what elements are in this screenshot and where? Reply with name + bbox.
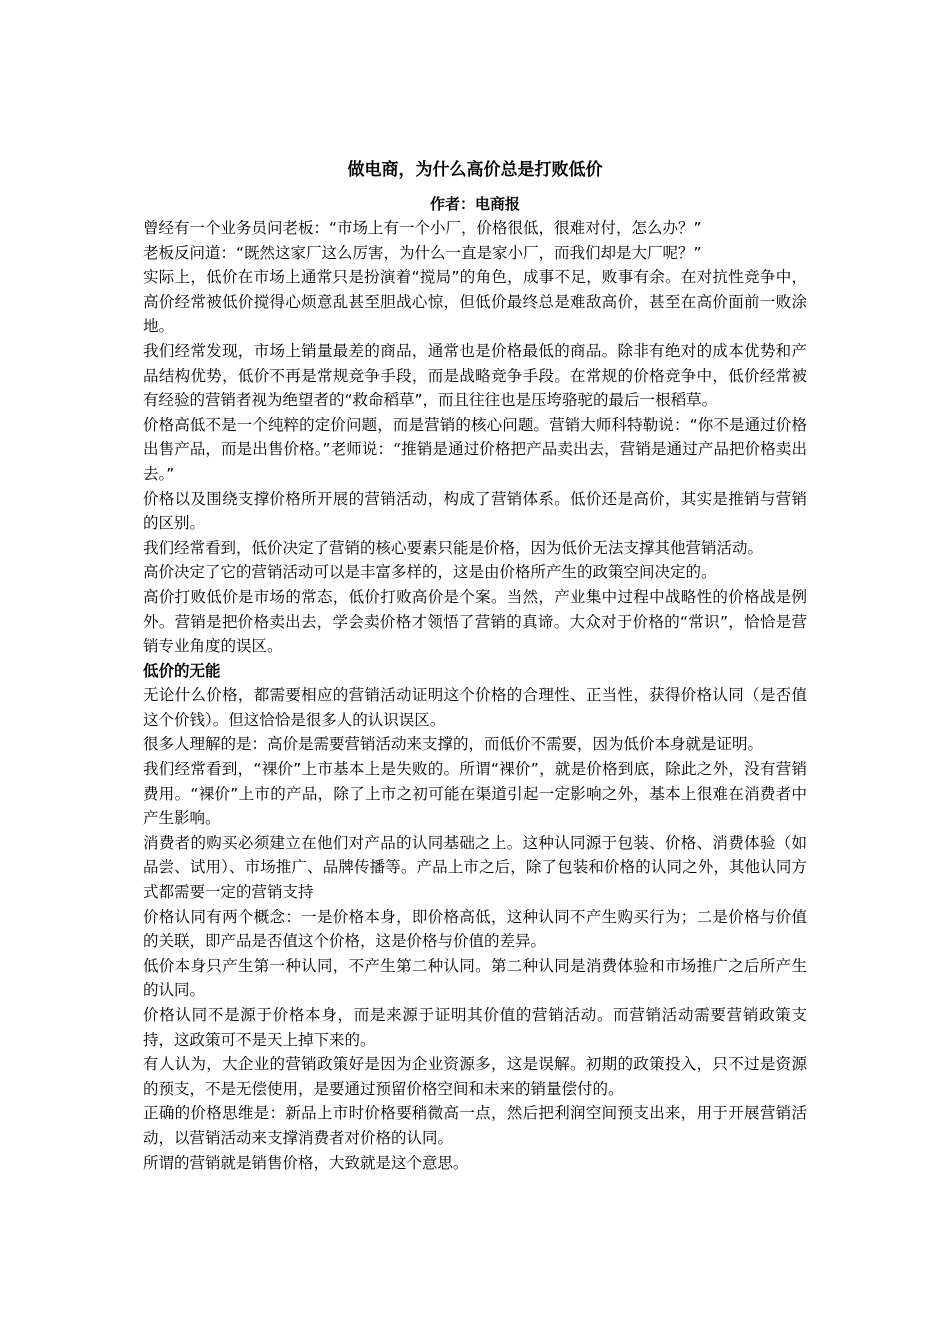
paragraph: 消费者的购买必须建立在他们对产品的认同基础之上。这种认同源于包装、价格、消费体验（如品尝、试用）、市场推广、品牌传播等。产品上市之后，除了包装和价格的认同之外，其他认同方式都需要一定的营销支持 bbox=[143, 833, 807, 902]
paragraph: 价格高低不是一个纯粹的定价问题，而是营销的核心问题。营销大师科特勒说：“你不是通过价格出售产品，而是出售价格。”老师说：“推销是通过价格把产品卖出去，营销是通过产品把价格卖出去。” bbox=[143, 415, 807, 483]
document-title: 做电商，为什么高价总是打败低价 bbox=[347, 160, 603, 180]
paragraph: 有人认为，大企业的营销政策好是因为企业资源多，这是误解。初期的政策投入，只不过是资源的预支，不是无偿使用，是要通过预留价格空间和未来的销量偿付的。 bbox=[143, 1055, 807, 1098]
paragraph: 我们经常看到，低价决定了营销的核心要素只能是价格，因为低价无法支撑其他营销活动。 bbox=[143, 538, 764, 557]
paragraph: 价格认同不是源于价格本身，而是来源于证明其价值的营销活动。而营销活动需要营销政策支持，这政策可不是天上掉下来的。 bbox=[143, 1006, 807, 1049]
paragraph: 正确的价格思维是：新品上市时价格要稍微高一点，然后把利润空间预支出来，用于开展营销活动，以营销活动来支撑消费者对价格的认同。 bbox=[143, 1104, 807, 1147]
paragraph: 无论什么价格，都需要相应的营销活动证明这个价格的合理性、正当性，获得价格认同（是否值这个价钱）。但这恰恰是很多人的认识误区。 bbox=[143, 686, 807, 729]
paragraph: 高价决定了它的营销活动可以是丰富多样的，这是由价格所产生的政策空间决定的。 bbox=[143, 563, 717, 582]
document-body bbox=[143, 216, 807, 1175]
paragraph: 很多人理解的是：高价是需要营销活动来支撑的，而低价不需要，因为低价本身就是证明。 bbox=[143, 735, 764, 754]
paragraph: 价格以及围绕支撑价格所开展的营销活动，构成了营销体系。低价还是高价，其实是推销与营销的区别。 bbox=[143, 489, 807, 533]
paragraph: 所谓的营销就是销售价格，大致就是这个意思。 bbox=[143, 1153, 469, 1172]
paragraph: 曾经有一个业务员问老板：“市场上有一个小厂，价格很低，很难对付，怎么办？” bbox=[143, 219, 702, 237]
paragraph: 价格认同有两个概念：一是价格本身，即价格高低，这种认同不产生购买行为；二是价格与价值的关联，即产品是否值这个价格，这是价格与价值的差异。 bbox=[143, 907, 807, 951]
paragraph: 高价打败低价是市场的常态，低价打败高价是个案。当然，产业集中过程中战略性的价格战是例外。营销是把价格卖出去，学会卖价格才领悟了营销的真谛。大众对于价格的“常识”，恰恰是营销专业角度的误区。 bbox=[143, 587, 807, 656]
paragraph: 老板反问道：“既然这家厂这么厉害，为什么一直是家小厂，而我们却是大厂呢？” bbox=[143, 243, 702, 262]
paragraph: 低价本身只产生第一种认同，不产生第二种认同。第二种认同是消费体验和市场推广之后所产生的认同。 bbox=[143, 956, 807, 1000]
paragraph: 实际上，低价在市场上通常只是扮演着“搅局”的角色，成事不足，败事有余。在对抗性竞争中，高价经常被低价搅得心烦意乱甚至胆战心惊，但低价最终总是难敌高价，甚至在高价面前一败涂地。 bbox=[143, 268, 807, 336]
document-page bbox=[143, 158, 807, 1175]
paragraph: 我们经常看到，“裸价”上市基本上是失败的。所谓“裸价”，就是价格到底，除此之外，没有营销费用。“裸价”上市的产品，除了上市之初可能在渠道引起一定影响之外，基本上很难在消费者中产生影响。 bbox=[143, 760, 807, 828]
paragraph: 我们经常发现，市场上销量最差的商品，通常也是价格最低的商品。除非有绝对的成本优势和产品结构优势，低价不再是常规竞争手段，而是战略竞争手段。在常规的价格竞争中，低价经常被有经验的营销者视为绝望者的“救命稻草”，而且往往也是压垮骆驼的最后一根稻草。 bbox=[143, 341, 807, 410]
section-heading: 低价的无能 bbox=[143, 661, 221, 680]
document-author: 作者：电商报 bbox=[429, 195, 520, 213]
